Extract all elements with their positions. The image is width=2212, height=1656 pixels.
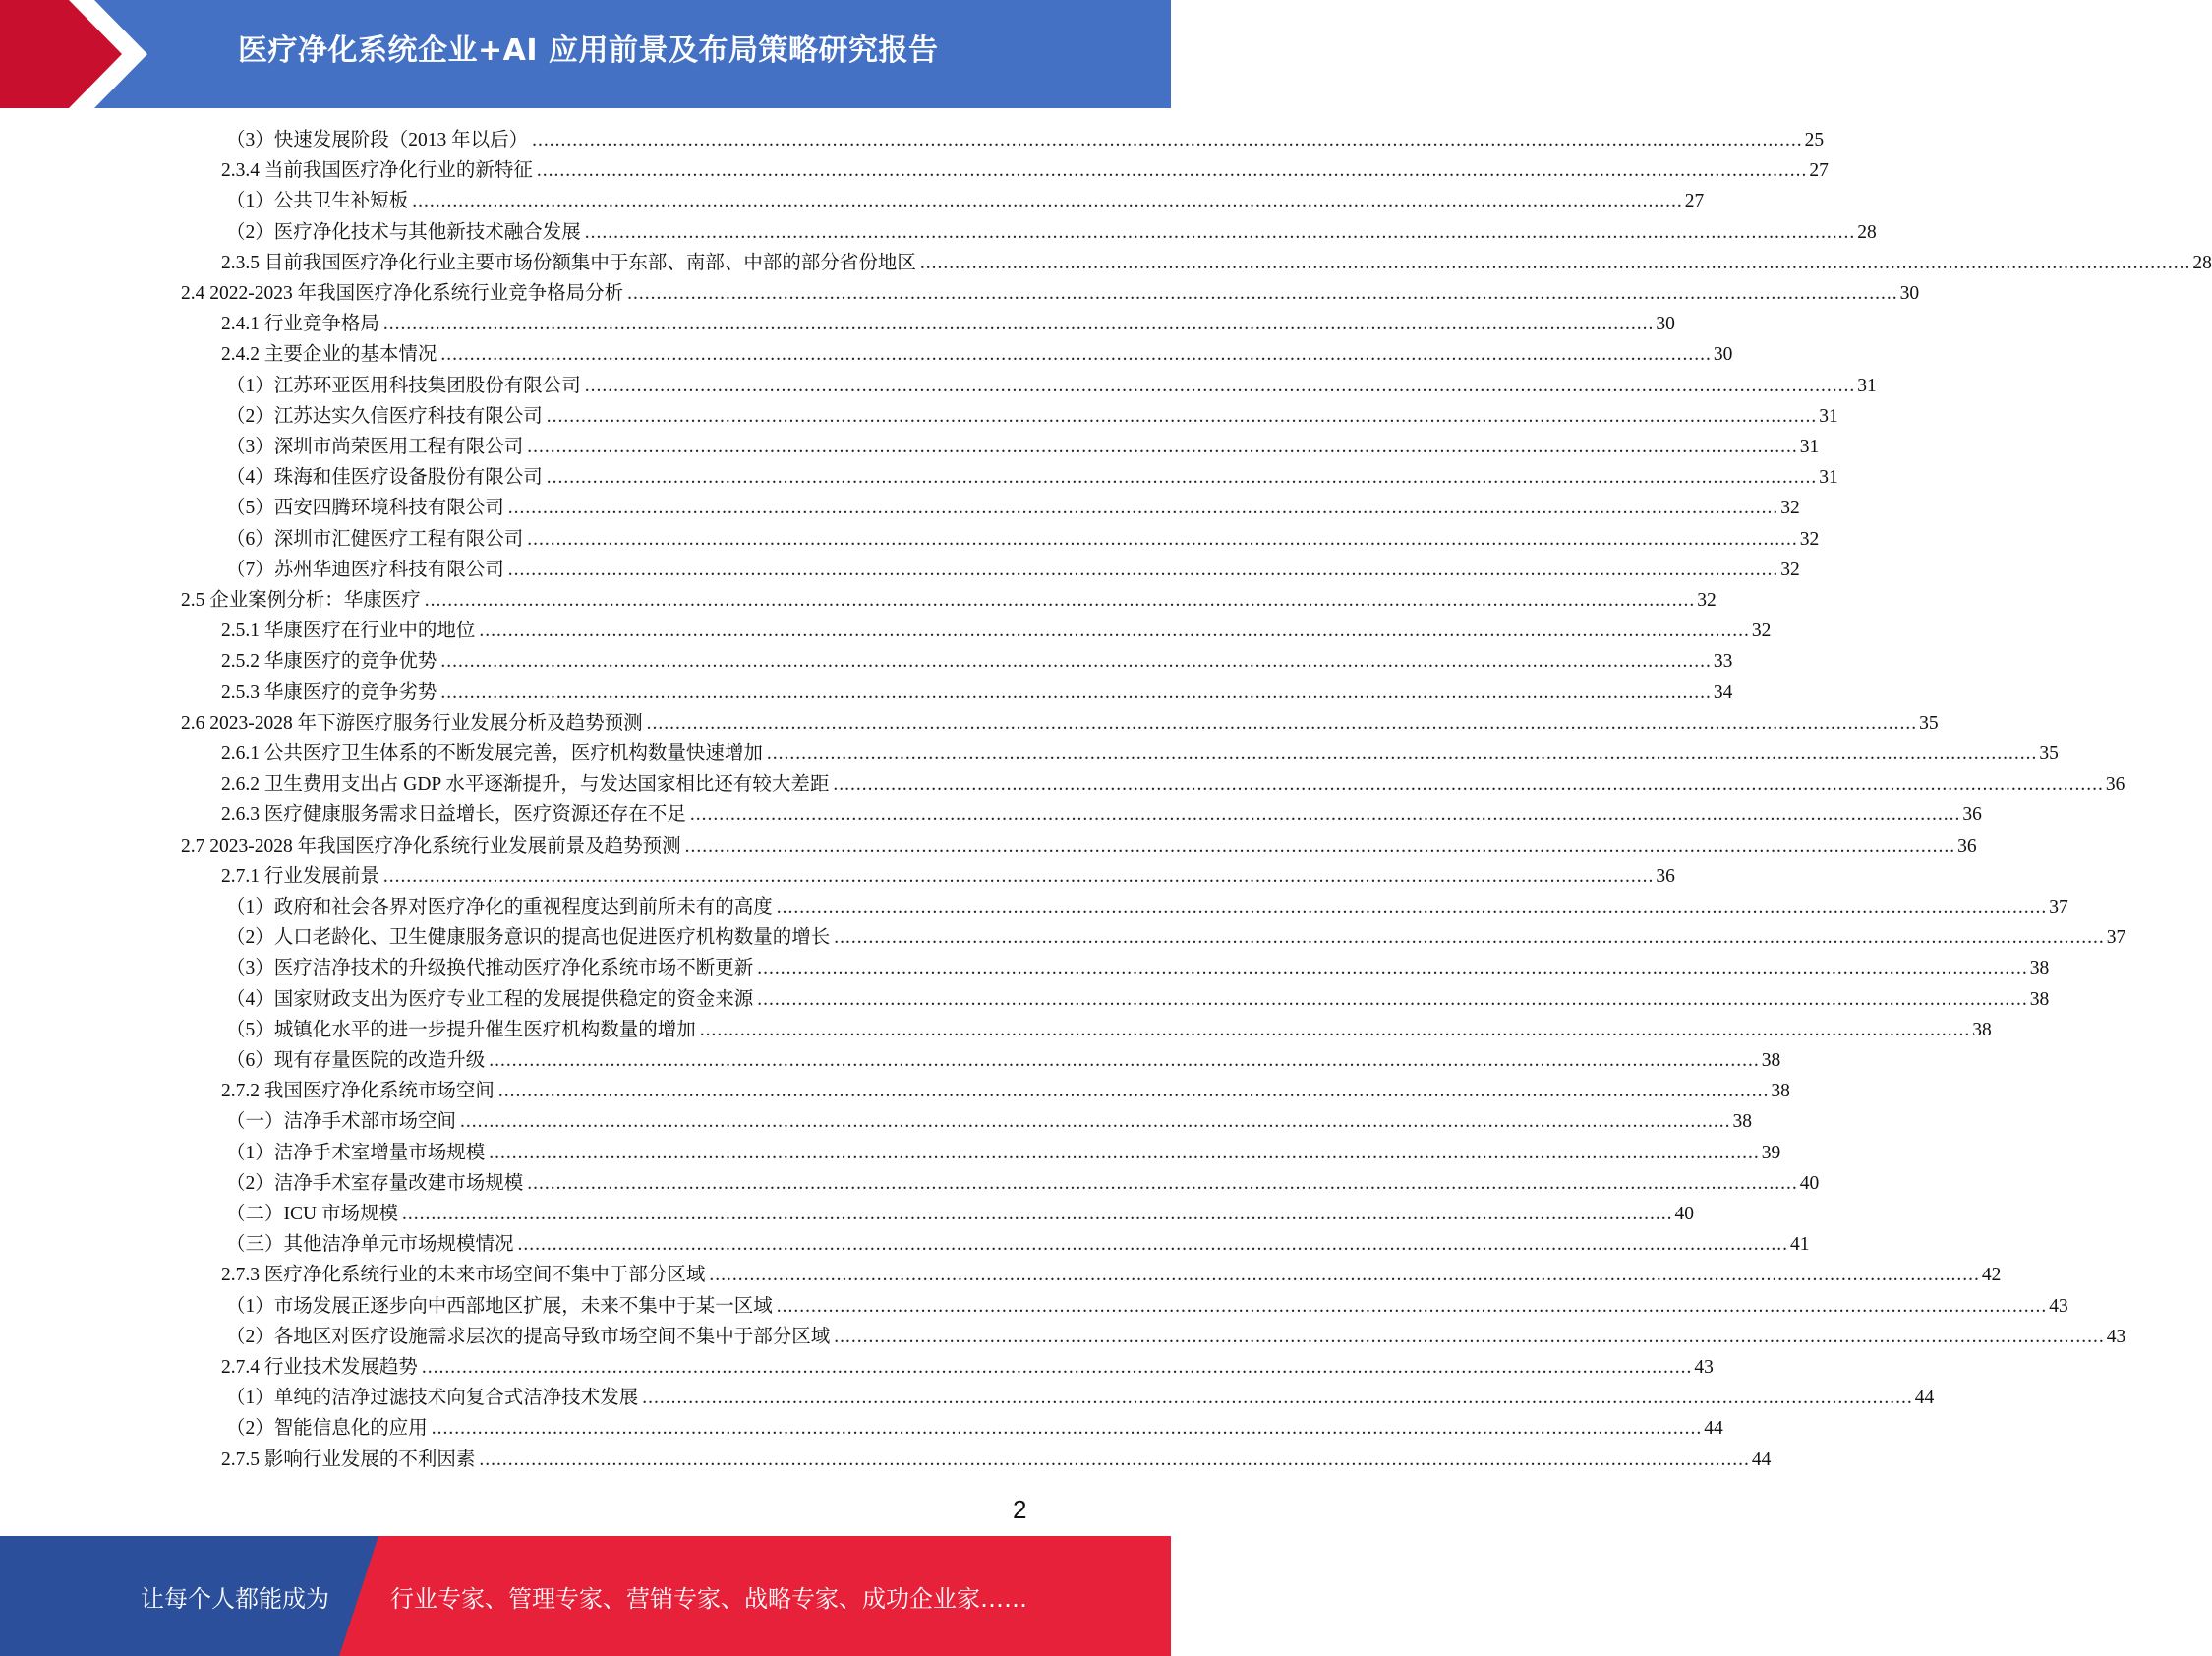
toc-entry-page: 31: [1819, 467, 1838, 489]
toc-entry-page: 36: [1962, 804, 1982, 826]
toc-entry-title: （2）智能信息化的应用: [226, 1418, 428, 1440]
toc-entry[interactable]: [221, 1076, 1790, 1106]
toc-entry-page: 34: [1713, 681, 1733, 703]
toc-entry[interactable]: [226, 1106, 1753, 1137]
toc-entry-title: 2.5 企业案例分析：华康医疗: [181, 590, 421, 611]
toc-dot-leader: ............................................................................................................................................................................................................................: [584, 375, 1856, 396]
toc-entry[interactable]: [226, 555, 1800, 585]
toc-entry-title: （2）医疗净化技术与其他新技术融合发展: [226, 221, 581, 243]
toc-dot-leader: ............................................................................................................................................................................................................................: [536, 160, 1808, 182]
toc-entry-page: 35: [2039, 743, 2059, 764]
toc-entry-title: （1）江苏环亚医用科技集团股份有限公司: [226, 375, 581, 396]
toc-entry[interactable]: [226, 1322, 2126, 1352]
toc-entry[interactable]: [181, 708, 1939, 739]
toc-entry-title: （2）各地区对医疗设施需求层次的提高导致市场空间不集中于部分区域: [226, 1326, 831, 1347]
toc-dot-leader: ............................................................................................................................................................................................................................: [489, 1142, 1760, 1163]
toc-entry-page: 41: [1790, 1234, 1810, 1256]
toc-entry-title: 2.3.4 当前我国医疗净化行业的新特征: [221, 160, 533, 182]
toc-dot-leader: ............................................................................................................................................................................................................................: [382, 314, 1655, 335]
toc-entry-page: 32: [1780, 498, 1800, 519]
toc-entry[interactable]: [221, 309, 1675, 339]
toc-entry-title: （3）医疗洁净技术的升级换代推动医疗净化系统市场不断更新: [226, 958, 754, 979]
toc-dot-leader: ............................................................................................................................................................................................................................: [833, 774, 2104, 796]
toc-dot-leader: ............................................................................................................................................................................................................................: [766, 743, 2038, 764]
toc-dot-leader: ............................................................................................................................................................................................................................: [699, 1019, 1971, 1040]
toc-dot-leader: ............................................................................................................................................................................................................................: [421, 1357, 1693, 1378]
toc-dot-leader: ............................................................................................................................................................................................................................: [497, 1081, 1770, 1102]
toc-entry[interactable]: [226, 1199, 1694, 1229]
toc-entry[interactable]: [221, 1352, 1714, 1383]
toc-entry-title: 2.5.2 华康医疗的竞争优势: [221, 651, 437, 673]
toc-entry[interactable]: [226, 1138, 1781, 1168]
toc-entry-page: 32: [1799, 528, 1820, 550]
toc-entry-title: （6）现有存量医院的改造升级: [226, 1050, 486, 1071]
toc-entry[interactable]: [226, 1291, 2068, 1322]
toc-entry[interactable]: [221, 646, 1733, 677]
toc-entry[interactable]: [226, 371, 1877, 401]
toc-entry-page: 30: [1656, 314, 1675, 335]
toc-entry[interactable]: [181, 831, 1977, 861]
toc-entry-title: （1）洁净手术室增量市场规模: [226, 1142, 486, 1163]
footer-band: [0, 1536, 1171, 1656]
toc-entry-page: 30: [1899, 283, 1920, 304]
toc-entry-page: 43: [1694, 1357, 1714, 1378]
toc-entry[interactable]: [226, 462, 1838, 493]
toc-entry[interactable]: [221, 739, 2059, 769]
toc-entry-page: 44: [1914, 1388, 1935, 1409]
toc-entry-page: 31: [1819, 405, 1838, 427]
report-title: 医疗净化系统企业+AI 应用前景及布局策略研究报告: [238, 33, 939, 68]
toc-entry-title: 2.4.1 行业竞争格局: [221, 314, 379, 335]
toc-entry-page: 37: [2106, 927, 2126, 949]
toc-entry-title: 2.6.3 医疗健康服务需求日益增长，医疗资源还存在不足: [221, 804, 686, 826]
toc-entry-page: 40: [1799, 1172, 1820, 1194]
toc-entry[interactable]: [226, 1383, 1935, 1413]
toc-entry[interactable]: [221, 248, 2212, 278]
toc-entry-page: 44: [1751, 1449, 1772, 1470]
toc-entry[interactable]: [226, 524, 1820, 555]
toc-entry-page: 36: [2105, 774, 2125, 796]
toc-dot-leader: ............................................................................................................................................................................................................................: [684, 835, 1956, 857]
toc-dot-leader: ............................................................................................................................................................................................................................: [440, 344, 1712, 366]
toc-entry-page: 38: [1761, 1050, 1781, 1071]
toc-entry[interactable]: [226, 186, 1705, 216]
toc-dot-leader: ............................................................................................................................................................................................................................: [546, 467, 1818, 489]
toc-entry[interactable]: [226, 432, 1820, 462]
toc-entry-page: 25: [1804, 130, 1825, 150]
toc-dot-leader: ............................................................................................................................................................................................................................: [776, 897, 2048, 917]
toc-entry-title: 2.7.5 影响行业发展的不利因素: [221, 1449, 476, 1470]
toc-entry[interactable]: [226, 493, 1800, 523]
toc-entry-page: 43: [2049, 1295, 2068, 1317]
toc-entry-page: 39: [1761, 1142, 1781, 1163]
toc-dot-leader: ............................................................................................................................................................................................................................: [919, 252, 2191, 273]
toc-entry-title: （5）西安四腾环境科技有限公司: [226, 498, 504, 519]
toc-dot-leader: ............................................................................................................................................................................................................................: [689, 804, 1961, 826]
toc-dot-leader: ............................................................................................................................................................................................................................: [401, 1204, 1673, 1224]
toc-entry-page: 32: [1697, 590, 1717, 611]
toc-dot-leader: ............................................................................................................................................................................................................................: [527, 528, 1798, 550]
toc-entry[interactable]: [226, 1413, 1723, 1444]
toc-entry-title: （3）快速发展阶段（2013 年以后）: [226, 130, 529, 150]
toc-entry[interactable]: [221, 155, 1829, 186]
toc-entry[interactable]: [226, 1015, 1992, 1045]
toc-dot-leader: ............................................................................................................................................................................................................................: [517, 1234, 1789, 1256]
toc-entry-title: （1）政府和社会各界对医疗净化的重视程度达到前所未有的高度: [226, 897, 773, 917]
toc-entry-page: 28: [1857, 221, 1877, 243]
toc-entry-title: 2.4 2022-2023 年我国医疗净化系统行业竞争格局分析: [181, 283, 624, 304]
toc-entry-page: 43: [2106, 1326, 2126, 1347]
toc-entry[interactable]: [226, 1045, 1781, 1076]
toc-entry[interactable]: [221, 1260, 2002, 1290]
toc-entry-page: 42: [1981, 1265, 2002, 1286]
toc-dot-leader: ............................................................................................................................................................................................................................: [479, 621, 1750, 642]
toc-dot-leader: ............................................................................................................................................................................................................................: [776, 1295, 2048, 1317]
toc-entry-title: 2.3.5 目前我国医疗净化行业主要市场份额集中于东部、南部、中部的部分省份地区: [221, 252, 916, 273]
toc-entry-title: （二）ICU 市场规模: [226, 1204, 398, 1224]
toc-entry-title: （2）人口老龄化、卫生健康服务意识的提高也促进医疗机构数量的增长: [226, 927, 831, 949]
toc-dot-leader: ............................................................................................................................................................................................................................: [527, 437, 1798, 457]
toc-entry-page: 38: [1972, 1019, 1992, 1040]
toc-entry-page: 31: [1799, 437, 1820, 457]
toc-entry[interactable]: [226, 1229, 1810, 1260]
toc-entry-title: （5）城镇化水平的进一步提升催生医疗机构数量的增加: [226, 1019, 696, 1040]
toc-entry-title: （2）洁净手术室存量改建市场规模: [226, 1172, 524, 1194]
toc-entry[interactable]: [221, 339, 1733, 370]
toc-entry[interactable]: [226, 953, 2050, 983]
toc-entry-page: 33: [1713, 651, 1733, 673]
toc-dot-leader: ............................................................................................................................................................................................................................: [834, 1326, 2105, 1347]
toc-entry-title: 2.6 2023-2028 年下游医疗服务行业发展分析及趋势预测: [181, 712, 643, 734]
toc-entry-page: 38: [1771, 1081, 1790, 1102]
toc-entry-title: （7）苏州华迪医疗科技有限公司: [226, 559, 504, 580]
toc-dot-leader: ............................................................................................................................................................................................................................: [584, 221, 1856, 243]
toc-dot-leader: ............................................................................................................................................................................................................................: [440, 681, 1712, 703]
toc-entry-title: （1）公共卫生补短板: [226, 191, 409, 212]
toc-entry-page: 44: [1704, 1418, 1723, 1440]
toc-entry-title: 2.7.1 行业发展前景: [221, 865, 379, 887]
toc-entry[interactable]: [221, 769, 2125, 799]
toc-entry[interactable]: [226, 1168, 1820, 1199]
toc-entry-page: 38: [2029, 958, 2050, 979]
toc-entry-page: 32: [1751, 621, 1772, 642]
toc-dot-leader: ............................................................................................................................................................................................................................: [424, 590, 1696, 611]
toc-entry-title: （4）珠海和佳医疗设备股份有限公司: [226, 467, 543, 489]
toc-entry-title: 2.4.2 主要企业的基本情况: [221, 344, 437, 366]
toc-entry-page: 35: [1919, 712, 1939, 734]
toc-entry-page: 36: [1957, 835, 1977, 857]
toc-entry-title: （三）其他洁净单元市场规模情况: [226, 1234, 514, 1256]
toc-dot-leader: ............................................................................................................................................................................................................................: [460, 1111, 1731, 1133]
toc-dot-leader: ............................................................................................................................................................................................................................: [431, 1418, 1703, 1440]
toc-dot-leader: ............................................................................................................................................................................................................................: [527, 1172, 1798, 1194]
toc-entry-page: 32: [1780, 559, 1800, 580]
toc-dot-leader: ............................................................................................................................................................................................................................: [834, 927, 2105, 949]
toc-entry-title: 2.7 2023-2028 年我国医疗净化系统行业发展前景及趋势预测: [181, 835, 681, 857]
toc-entry-page: 27: [1684, 191, 1705, 212]
toc-entry[interactable]: [226, 922, 2126, 953]
toc-dot-leader: ............................................................................................................................................................................................................................: [546, 405, 1818, 427]
toc-entry-title: 2.7.3 医疗净化系统行业的未来市场空间不集中于部分区域: [221, 1265, 706, 1286]
toc-dot-leader: ............................................................................................................................................................................................................................: [440, 651, 1712, 673]
toc-dot-leader: ............................................................................................................................................................................................................................: [507, 559, 1779, 580]
toc-entry-title: （1）市场发展正逐步向中西部地区扩展，未来不集中于某一区域: [226, 1295, 773, 1317]
toc-entry-page: 27: [1809, 160, 1829, 182]
toc-dot-leader: ............................................................................................................................................................................................................................: [489, 1050, 1760, 1071]
toc-entry-title: （2）江苏达实久信医疗科技有限公司: [226, 405, 543, 427]
toc-entry-title: （3）深圳市尚荣医用工程有限公司: [226, 437, 524, 457]
toc-entry-title: 2.7.4 行业技术发展趋势: [221, 1357, 418, 1378]
toc-entry-page: 28: [2192, 252, 2212, 273]
toc-entry-title: 2.6.2 卫生费用支出占 GDP 水平逐渐提升，与发达国家相比还有较大差距: [221, 774, 830, 796]
toc-dot-leader: ............................................................................................................................................................................................................................: [532, 130, 1803, 150]
toc-entry-title: 2.5.3 华康医疗的竞争劣势: [221, 681, 437, 703]
toc-dot-leader: ............................................................................................................................................................................................................................: [757, 958, 2028, 979]
toc-entry-title: （1）单纯的洁净过滤技术向复合式洁净技术发展: [226, 1388, 639, 1409]
footer-slogan-left: 让每个人都能成为: [141, 1585, 329, 1613]
toc-dot-leader: ............................................................................................................................................................................................................................: [382, 865, 1655, 887]
toc-dot-leader: ............................................................................................................................................................................................................................: [507, 498, 1779, 519]
toc-entry-title: （一）洁净手术部市场空间: [226, 1111, 457, 1133]
toc-entry-page: 36: [1656, 865, 1675, 887]
toc-entry-page: 38: [1732, 1111, 1753, 1133]
toc-entry-page: 38: [2029, 988, 2050, 1010]
footer-slogan-right: 行业专家、管理专家、营销专家、战略专家、成功企业家……: [390, 1585, 1027, 1613]
toc-dot-leader: ............................................................................................................................................................................................................................: [646, 712, 1918, 734]
toc-dot-leader: ............................................................................................................................................................................................................................: [757, 988, 2028, 1010]
toc-entry-page: 37: [2049, 897, 2068, 917]
toc-entry-title: 2.5.1 华康医疗在行业中的地位: [221, 621, 476, 642]
toc-entry[interactable]: [181, 278, 1920, 309]
toc-dot-leader: ............................................................................................................................................................................................................................: [479, 1449, 1750, 1470]
toc-entry[interactable]: [221, 678, 1733, 708]
toc-entry[interactable]: [226, 401, 1838, 432]
toc-dot-leader: ............................................................................................................................................................................................................................: [627, 283, 1898, 304]
toc-entry[interactable]: [226, 125, 1825, 155]
toc-entry-title: 2.7.2 我国医疗净化系统市场空间: [221, 1081, 495, 1102]
toc-entry[interactable]: [226, 217, 1877, 248]
toc-entry[interactable]: [226, 892, 2068, 922]
toc-entry[interactable]: [221, 1445, 1772, 1475]
toc-entry-title: 2.6.1 公共医疗卫生体系的不断发展完善，医疗机构数量快速增加: [221, 743, 763, 764]
toc-entry-title: （4）国家财政支出为医疗专业工程的发展提供稳定的资金来源: [226, 988, 754, 1010]
toc-entry[interactable]: [221, 861, 1675, 892]
toc-dot-leader: ............................................................................................................................................................................................................................: [642, 1388, 1913, 1409]
toc-entry[interactable]: [221, 799, 1982, 830]
toc-dot-leader: ............................................................................................................................................................................................................................: [412, 191, 1683, 212]
toc-entry-page: 30: [1713, 344, 1733, 366]
header-band: [0, 0, 1171, 108]
toc-entry[interactable]: [221, 616, 1772, 646]
toc-entry-page: 40: [1674, 1204, 1694, 1224]
toc-entry[interactable]: [181, 585, 1717, 616]
page-number: 2: [1013, 1495, 1027, 1524]
toc-entry-title: （6）深圳市汇健医疗工程有限公司: [226, 528, 524, 550]
toc-entry[interactable]: [226, 984, 2050, 1015]
toc-dot-leader: ............................................................................................................................................................................................................................: [709, 1265, 1980, 1286]
toc-entry-page: 31: [1857, 375, 1877, 396]
